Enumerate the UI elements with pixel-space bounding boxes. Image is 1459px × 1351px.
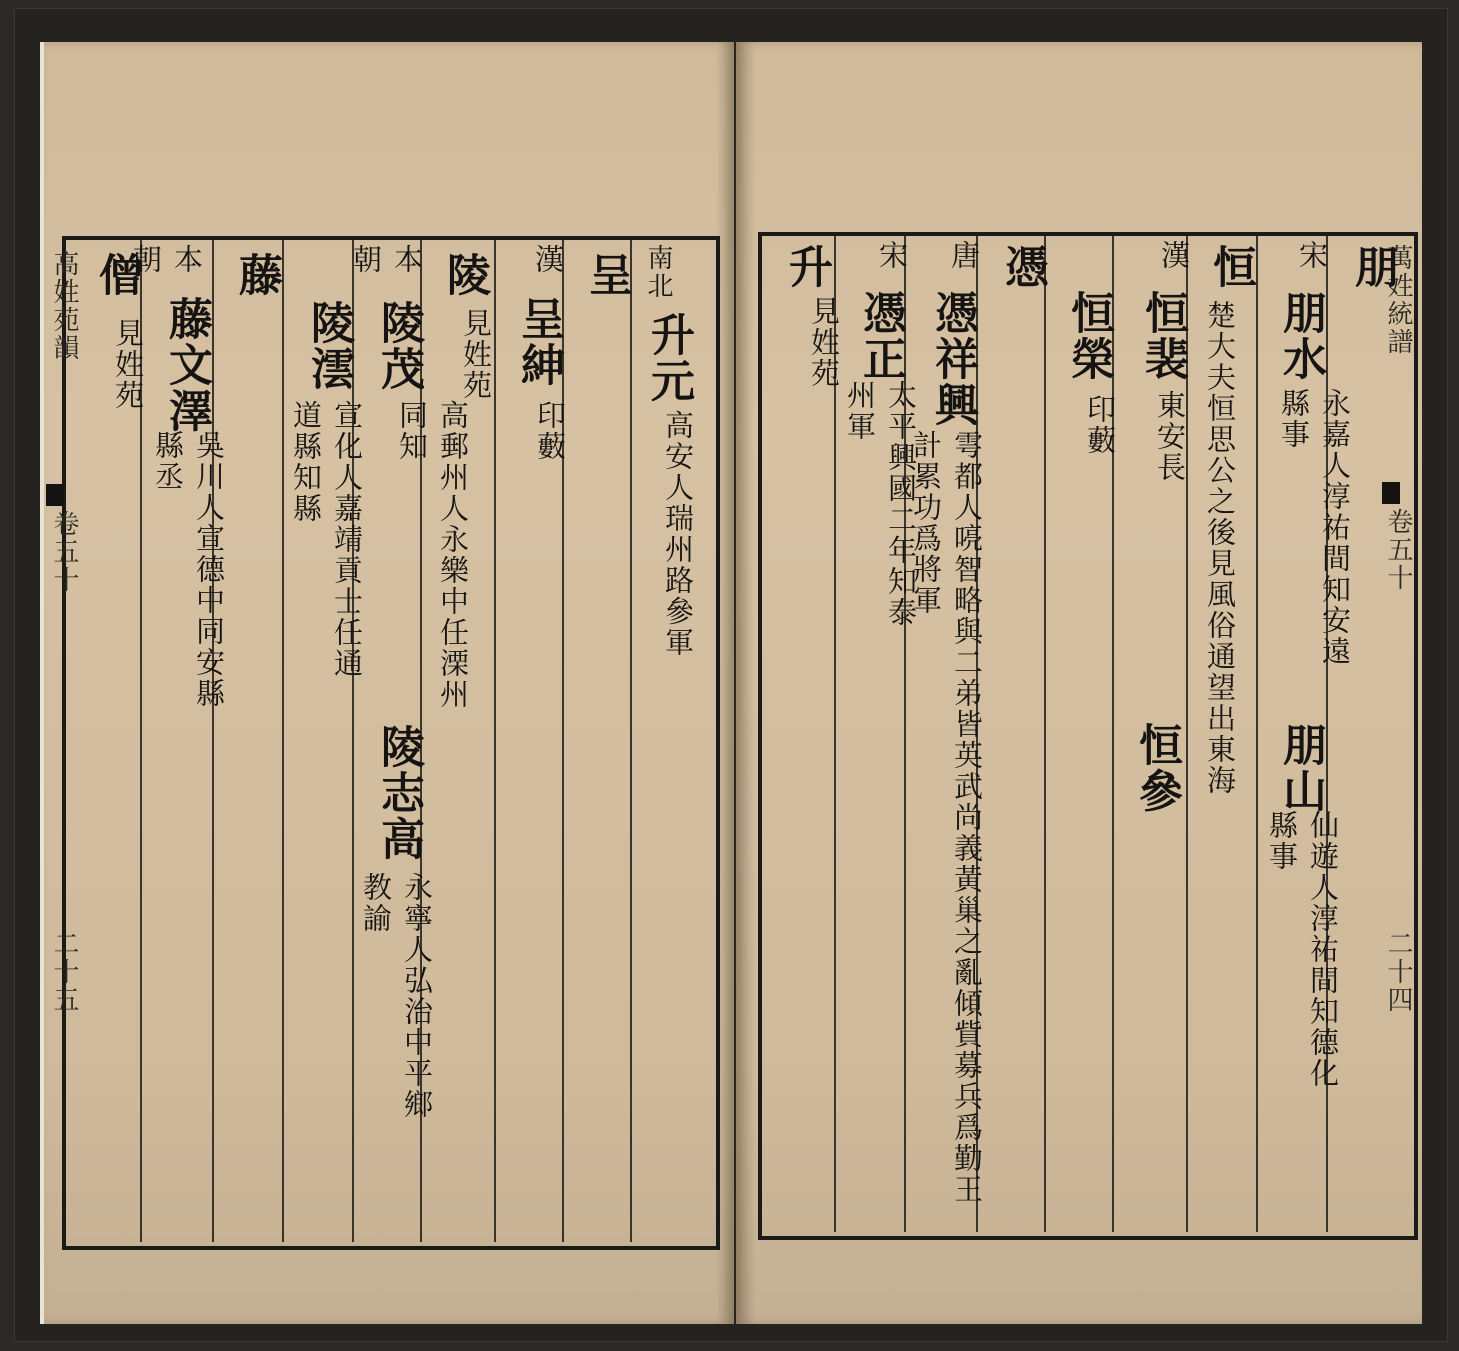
dynasty-label: 宋	[1295, 240, 1329, 271]
left-margin-page: 二十五	[49, 930, 79, 1014]
entry-name: 憑正	[855, 290, 906, 382]
surname-heading: 呈	[581, 252, 632, 298]
surname-heading: 憑	[997, 244, 1048, 290]
entry-note: 吳川人宣德中同安縣縣丞	[151, 430, 226, 709]
entry-name: 陵茂	[373, 300, 424, 392]
entry-name: 呈紳	[513, 296, 564, 388]
entry-note: 永寧人弘治中平鄉教諭	[359, 872, 434, 1120]
entry-name: 憑祥興	[927, 290, 978, 428]
dynasty-label: 唐	[947, 240, 981, 271]
entry-note: 印藪	[1083, 394, 1117, 456]
entry-note: 太平興國二年知泰州軍	[843, 380, 918, 628]
entry-name: 藤文澤	[161, 296, 212, 434]
entry-note: 雩都人喨智略與二弟皆英武尚義黃巢之亂傾貲募兵爲勤王計累功爲將軍	[909, 430, 984, 1205]
entry-name: 恒參	[1131, 722, 1182, 814]
center-fold	[716, 42, 756, 1324]
column-rule	[630, 240, 632, 1242]
entry-note: 楚大夫恒思公之後見風俗通望出東海	[1203, 300, 1237, 796]
entry-note: 高安人瑞州路參軍	[661, 410, 695, 658]
column-rule	[1044, 236, 1046, 1232]
entry-note: 高郵州人永樂中任溧州同知	[395, 400, 470, 710]
dynasty-label: 宋	[875, 240, 909, 271]
right-margin-volume: 卷五十	[1383, 508, 1413, 592]
column-rule	[562, 240, 564, 1242]
surname-heading: 朋	[1347, 244, 1398, 290]
surname-heading: 恒	[1205, 244, 1256, 290]
entry-name: 恒榮	[1063, 290, 1114, 382]
column-rule	[282, 240, 284, 1242]
entry-name: 升元	[643, 312, 694, 404]
entry-note: 見姓苑	[111, 318, 145, 411]
surname-heading: 陵	[439, 252, 490, 298]
surname-heading: 升	[781, 244, 832, 290]
right-margin-page: 二十四	[1383, 930, 1413, 1014]
entry-note: 宣化人嘉靖貢士任通道縣知縣	[289, 400, 364, 679]
left-margin-title: 高姓苑韻	[49, 250, 79, 362]
left-margin-volume: 卷五十	[49, 510, 79, 594]
entry-note: 見姓苑	[807, 296, 841, 389]
right-margin-title: 萬姓統譜	[1383, 244, 1413, 356]
entry-note: 仙遊人淳祐間知德化縣事	[1265, 810, 1340, 1089]
column-rule	[1112, 236, 1114, 1232]
dynasty-label: 漢	[531, 244, 565, 275]
dynasty-label: 漢	[1157, 240, 1191, 271]
column-rule	[1256, 236, 1258, 1232]
entry-name: 朋山	[1275, 722, 1326, 814]
entry-name: 陵澐	[303, 300, 354, 392]
fishtail-mark	[46, 484, 64, 506]
entry-name: 朋水	[1275, 290, 1326, 382]
entry-note: 見姓苑	[459, 308, 493, 401]
entry-name: 恒裴	[1137, 290, 1188, 382]
surname-heading: 僧	[91, 252, 142, 298]
entry-note: 東安長	[1153, 390, 1187, 483]
entry-note: 印藪	[533, 400, 567, 462]
dynasty-label: 本朝	[349, 244, 424, 275]
surname-heading: 藤	[231, 252, 282, 298]
entry-name: 陵志高	[373, 724, 424, 862]
fishtail-mark	[1382, 482, 1400, 504]
dynasty-label: 本朝	[129, 244, 204, 275]
entry-note: 永嘉人淳祐間知安遠縣事	[1277, 388, 1352, 667]
col-head: 南北	[643, 244, 673, 300]
